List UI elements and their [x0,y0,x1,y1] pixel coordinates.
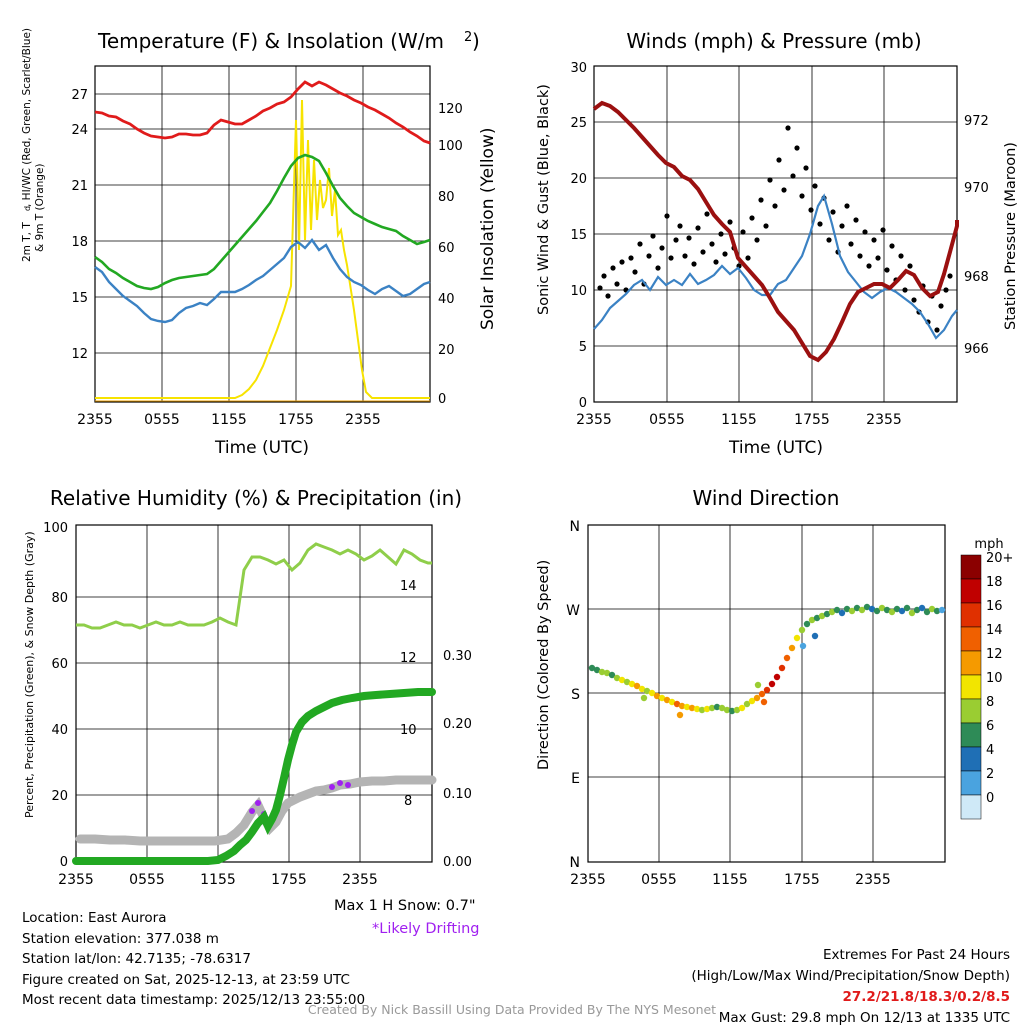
temp-ytick-right: 60 [438,241,455,256]
winddir-ytick: S [571,687,580,703]
rh-xtick: 2355 [342,872,378,888]
winds-ytick-left: 25 [570,116,587,131]
credit-text: Created By Nick Bassill Using Data Provided By The NYS Mesonet [307,1002,717,1017]
likely-drifting-text: *Likely Drifting [372,921,480,937]
winds-ytick-left: 20 [570,172,587,187]
temp-ytick-left: 12 [71,347,88,362]
temp-ytick-right: 20 [438,343,455,358]
winds-ytick-right: 966 [964,342,989,357]
credit-line [0,1002,1024,1017]
panel-winds [512,0,1024,470]
temp-ytick-left: 15 [71,291,88,306]
rh-panel-title: Relative Humidity (%) & Precipitation (in) [49,486,463,510]
footer-recent-timestamp: Most recent data timestamp: 2025/12/13 23:55:00 [22,992,366,1008]
winddir-ytick: N [569,519,580,535]
rh-ytick-left: 80 [51,591,68,606]
winds-ytick-right: 970 [964,181,989,196]
extremes-subheading: (High/Low/Max Wind/Precipitation/Snow Depth) [691,968,1010,984]
winds-ytick-left: 15 [570,228,587,243]
footer-latlon: Station lat/lon: 42.7135; -78.6317 [22,951,251,967]
temp-xtick: 0555 [144,412,180,428]
panel-humidity [0,470,512,910]
max-snow-text: Max 1 H Snow: 0.7" [334,898,476,914]
extremes-values: 27.2/21.8/18.3/0.2/8.5 [842,989,1010,1005]
legend-tick: 4 [986,743,995,758]
winds-xaxis-label: Time (UTC) [729,438,823,458]
rh-ytick-left: 100 [43,521,68,536]
rh-xtick: 2355 [58,872,94,888]
winddir-plot-area [588,525,945,862]
panel-temperature [0,0,512,470]
legend-tick: 14 [986,623,1003,638]
winddir-ytick: E [571,771,580,787]
rh-xtick: 0555 [129,872,165,888]
legend-tick: 6 [986,719,995,734]
winddir-xtick: 1155 [712,872,748,888]
temp-ytick-left: 24 [71,123,88,138]
rh-xtick: 1155 [200,872,236,888]
legend-title-mph: mph [974,537,1004,552]
temp-xtick: 2355 [77,412,113,428]
footer-created: Figure created on Sat, 2025-12-13, at 23:59 UTC [22,971,350,988]
winds-ytick-right: 968 [964,270,989,285]
footer-left [22,908,365,1011]
winds-xtick: 1755 [794,412,830,428]
winddir-xtick: 2355 [855,872,891,888]
winddir-ytick: W [566,603,580,619]
temp-panel-title: Temperature (F) & Insolation (W/m [98,29,444,53]
winds-ytick-left: 30 [570,61,587,76]
temp-ytick-right: 40 [438,292,455,307]
legend-tick: 0 [986,791,995,806]
winds-panel-title: Winds (mph) & Pressure (mb) [626,29,922,53]
temp-ytick-right: 80 [438,190,455,205]
temp-yaxis-label-left-cont: , HI/WC (Red, Green, Scarlet/Blue) [21,27,33,207]
winds-xtick: 0555 [649,412,685,428]
winddir-xtick: 1755 [784,872,820,888]
winds-ytick-left: 5 [578,340,587,355]
temp-yaxis-label-left: 2m T, T [21,222,33,262]
temp-ytick-left: 18 [71,235,88,250]
rh-xtick: 1755 [271,872,307,888]
winddir-ytick: N [569,855,580,871]
winds-xtick: 1155 [721,412,757,428]
temp-ytick-right: 120 [438,102,463,117]
legend-tick: 16 [986,599,1003,614]
winddir-xtick: 2355 [570,872,606,888]
max-gust-text: Max Gust: 29.8 mph On 12/13 at 1335 UTC [718,1010,1010,1026]
rh-ytick-left: 20 [51,789,68,804]
rh-ytick-right-precip: 0.20 [443,717,472,732]
wind-speed-legend [961,537,1013,819]
legend-tick: 2 [986,767,995,782]
rh-ytick-left: 0 [59,855,68,870]
temp-xtick: 1755 [278,412,314,428]
rh-ytick-right-snow: 8 [404,794,413,809]
winds-yaxis-label-right: Station Pressure (Maroon) [1003,142,1019,330]
rh-ytick-right-snow: 14 [400,579,417,594]
footer-elevation: Station elevation: 377.038 m [22,930,219,947]
extremes-heading: Extremes For Past 24 Hours [823,947,1010,963]
winddir-panel-title: Wind Direction [692,486,840,510]
winddir-xtick: 0555 [641,872,677,888]
rh-ytick-right-precip: 0.10 [443,787,472,802]
winds-ytick-left: 10 [570,284,587,299]
temp-panel-title-sup: 2 [464,30,473,45]
rh-ytick-right-snow: 12 [400,651,417,666]
winddir-yaxis-label: Direction (Colored By Speed) [536,559,552,770]
legend-tick: 12 [986,647,1003,662]
temp-xtick: 1155 [211,412,247,428]
winds-xtick: 2355 [576,412,612,428]
winds-xtick: 2355 [866,412,902,428]
legend-tick: 10 [986,671,1003,686]
legend-tick: 8 [986,695,995,710]
temp-xtick: 2355 [345,412,381,428]
temp-ytick-right: 100 [438,139,463,154]
winds-yaxis-label-left: Sonic Wind & Gust (Blue, Black) [536,84,552,315]
temp-yaxis-label-left2: & 9m T (Orange) [34,163,46,252]
winds-ytick-left: 0 [578,396,587,411]
temp-plot-area [95,66,430,402]
rh-ytick-left: 60 [51,657,68,672]
rh-yaxis-label: Percent, Precipitation (Green), & Snow Depth (Gray) [23,531,36,818]
temp-xaxis-label: Time (UTC) [215,438,309,458]
temp-ytick-left: 21 [71,179,88,194]
temp-ytick-left: 27 [71,88,88,103]
temp-yaxis-label-left-sub: d [23,205,32,211]
temp-panel-title-end: ) [472,29,480,53]
temp-ytick-right: 0 [438,392,447,407]
drifting-annotation [372,921,480,937]
legend-tick: 18 [986,575,1003,590]
panel-wind-direction [512,470,1024,910]
footer-location: Location: East Aurora [22,910,167,926]
rh-ytick-right-precip: 0.00 [443,855,472,870]
rh-ytick-left: 40 [51,723,68,738]
temp-yaxis-label-right: Solar Insolation (Yellow) [478,127,498,330]
rh-ytick-right-precip: 0.30 [443,649,472,664]
winds-ytick-right: 972 [964,114,989,129]
legend-tick: 20+ [986,551,1014,566]
rh-ytick-right-snow: 10 [400,723,417,738]
